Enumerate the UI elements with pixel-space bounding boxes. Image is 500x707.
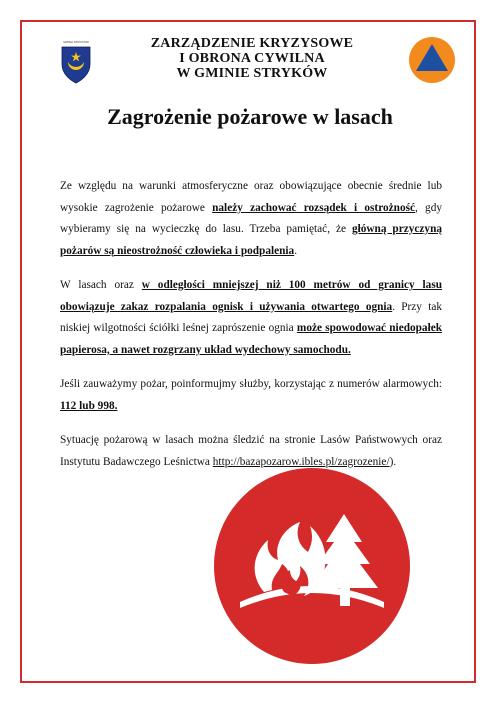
emergency-numbers: 112 lub 998. bbox=[60, 399, 118, 412]
p4-text-1: Sytuację pożarową w lasach można śledzić na stronie Lasów Państwowych oraz Instytutu Badawczego Leśnictwa bbox=[60, 434, 442, 468]
p2-text-2: . Przy tak niskiej wilgotności ściółki leśnej zaprószenie ognia bbox=[60, 300, 443, 334]
page-title: Zagrożenie pożarowe w lasach bbox=[107, 104, 393, 129]
header-line-3: W GMINIE STRYKÓW bbox=[176, 66, 328, 81]
p1-emphasis-1: należy zachować rozsądek i ostrożność bbox=[212, 201, 416, 214]
p1-text-2: , gdy wybieramy się na wycieczkę do lasu. Trzeba pamiętać, że bbox=[60, 201, 442, 235]
p1-text-3: . bbox=[294, 244, 298, 257]
fire-hazard-link[interactable]: http://bazapozarow.ibles.pl/zagrozenie/ bbox=[212, 455, 390, 468]
p1-emphasis-2: główną przyczyną pożarów są nieostrożność człowieka i podpalenia bbox=[60, 223, 442, 257]
p2-text-1: W lasach oraz bbox=[60, 279, 142, 291]
header-line-1: ZARZĄDZENIE KRYZYSOWE bbox=[150, 36, 354, 51]
paragraph-2 bbox=[60, 275, 442, 361]
crest-label: GMINA STRYKÓW bbox=[63, 40, 89, 44]
header-title bbox=[110, 36, 394, 81]
forest-fire-icon bbox=[212, 466, 412, 666]
header-line-2: I OBRONA CYWILNA bbox=[179, 51, 325, 66]
p2-emphasis-2: może spowodować niedopałek papierosa, a nawet rozgrzany układ wydechowy samochodu. bbox=[60, 322, 443, 356]
p2-emphasis-1: w odległości mniejszej niż 100 metrów od granicy lasu obowiązuje zakaz rozpalania ognisk i używania otwartego ognia bbox=[60, 279, 442, 313]
paragraph-3 bbox=[60, 374, 442, 417]
p1-text-1: Ze względu na warunki atmosferyczne oraz obowiązujące obecnie średnie lub wysokie zagrożenie pożarowe bbox=[60, 180, 442, 214]
municipality-crest-icon bbox=[58, 38, 94, 84]
body-text bbox=[60, 176, 442, 486]
p3-text-1: Jeśli zauważymy pożar, poinformujmy służby, korzystając z numerów alarmowych: bbox=[60, 378, 442, 390]
p4-text-2: ). bbox=[389, 455, 397, 468]
paragraph-1 bbox=[60, 176, 442, 262]
civil-defense-triangle-icon bbox=[408, 36, 456, 84]
